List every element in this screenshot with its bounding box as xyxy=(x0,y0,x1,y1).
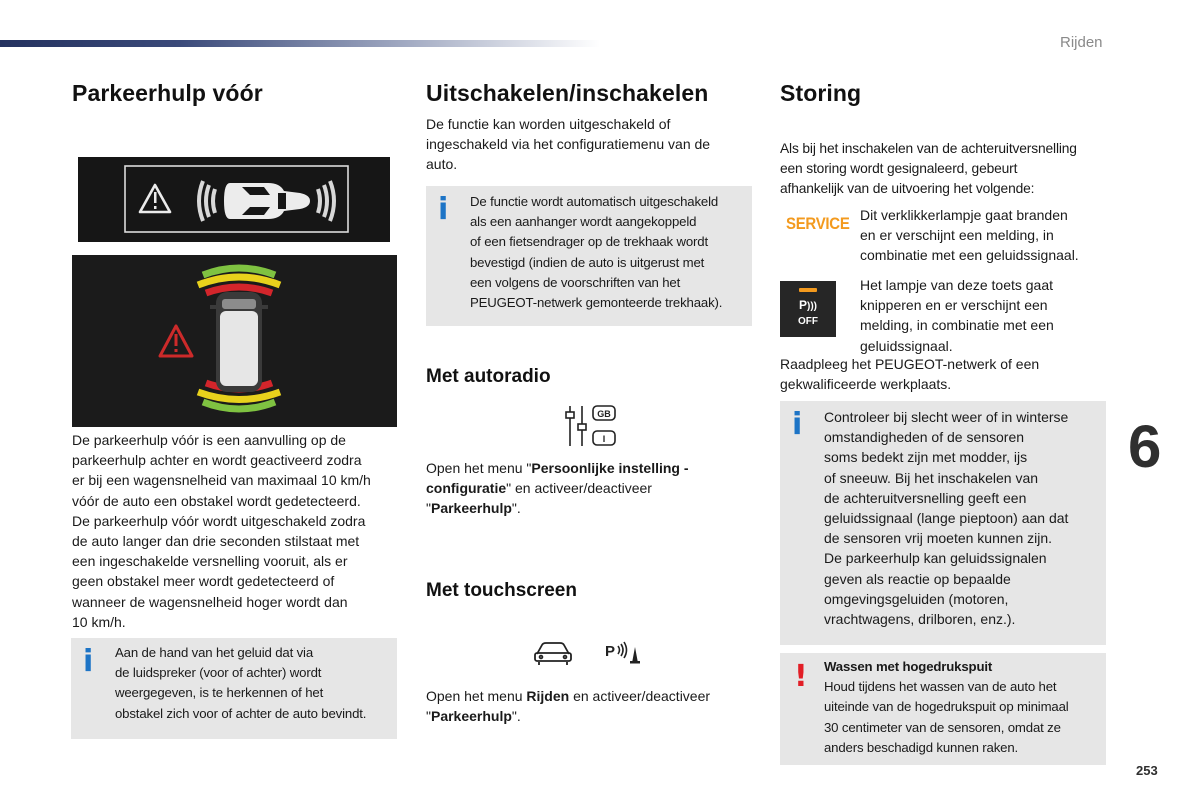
info-note-towbar xyxy=(426,186,752,326)
park-assist-off-button xyxy=(780,281,836,337)
text-line: Controleer bij slecht weer of in winterse xyxy=(824,409,1069,425)
header-bar xyxy=(0,40,600,47)
text-line: de sensoren vrij moeten kunnen zijn. xyxy=(824,530,1053,547)
text-line: omstandigheden of de sensoren xyxy=(824,429,1025,446)
text-line: anders beschadigd kunnen raken. xyxy=(824,739,1019,755)
text-line: melding, in combinatie met een xyxy=(860,317,1054,334)
text-line: Dit verklikkerlampje gaat branden xyxy=(860,207,1068,223)
text-line: of een fietsendrager op de trekhaak wordt xyxy=(470,234,708,250)
heading-autoradio: Met autoradio xyxy=(426,366,551,387)
text-line: Raadpleeg het PEUGEOT-netwerk of een xyxy=(780,356,1040,372)
button-label-p: P xyxy=(798,298,807,312)
text-line: de achteruitversnelling geeft een xyxy=(824,489,1027,506)
display-image-small xyxy=(78,157,390,242)
text-line: knipperen en er verschijnt een xyxy=(860,297,1048,314)
text-line: soms bedekt zijn met modder, ijs xyxy=(824,449,1028,466)
info-icon: i xyxy=(792,407,803,442)
text-line: als een aanhanger wordt aangekoppeld xyxy=(470,214,697,230)
menu-name-bold: configuratie xyxy=(426,480,507,497)
text-line: uiteinde van de hogedrukspuit op minimaal xyxy=(824,699,1069,715)
text-line: auto. xyxy=(426,156,458,173)
text-line: Aan de hand van het geluid dat via xyxy=(115,645,313,660)
text-line: obstakel zich voor of achter de auto bevindt. xyxy=(115,705,367,721)
text-fragment: ". xyxy=(511,500,521,517)
text-fragment: " en activeer/deactiveer xyxy=(506,480,652,497)
text-line: wanneer de wagensnelheid hoger wordt dan xyxy=(72,593,348,610)
text-line: een volgens de voorschriften van het xyxy=(470,274,681,290)
car-sensors-icon xyxy=(72,255,397,427)
text-line: en er verschijnt een melding, in xyxy=(860,227,1054,244)
button-description xyxy=(860,275,1110,356)
text-line: geluidssignaal (lange pieptoon) aan dat xyxy=(824,510,1069,527)
text-line: de luidspreker (voor of achter) wordt xyxy=(115,665,322,681)
menu-item-bold: Parkeerhulp xyxy=(430,708,512,725)
paragraph-storing xyxy=(780,139,1110,200)
text-line: omgevingsgeluiden (motoren, xyxy=(824,590,1009,607)
column-uitschakelen xyxy=(426,80,756,107)
text-line: Houd tijdens het wassen van de auto het xyxy=(824,679,1057,695)
text-fragment: Open het menu " xyxy=(426,460,532,476)
text-line: geluidssignaal. xyxy=(860,337,953,354)
parking-sensor-icon xyxy=(605,639,643,665)
text-line: De parkeerhulp vóór wordt uitgeschakeld zodra xyxy=(72,512,366,529)
column-storing xyxy=(780,80,1110,107)
info-note-sensors xyxy=(780,401,1106,645)
text-fragment: " xyxy=(426,708,431,725)
text-line: combinatie met een geluidssignaal. xyxy=(860,247,1079,264)
heading-storing: Storing xyxy=(780,80,862,106)
info-note-sound xyxy=(71,638,397,739)
paragraph-autoradio xyxy=(426,458,756,519)
text-line: 30 centimeter van de sensoren, omdat ze xyxy=(824,719,1061,735)
text-fragment: " xyxy=(426,500,431,517)
warning-title xyxy=(824,657,1096,677)
service-warning-lamp: SERVICE xyxy=(786,214,850,233)
text-line: een ingeschakelde versnelling vooruit, als er xyxy=(72,553,348,570)
text-line: geen obstakel meer wordt gedetecteerd of xyxy=(72,573,335,590)
menu-name-bold: Rijden xyxy=(526,688,570,704)
text-line: parkeerhulp achter en wordt geactiveerd zodra xyxy=(72,452,362,469)
section-label: Rijden xyxy=(1060,34,1103,51)
car-sensors-icon xyxy=(78,157,390,242)
text-line: PEUGEOT-netwerk gemonteerde trekhaak). xyxy=(470,295,723,311)
text-line: geven als reactie op bepaalde xyxy=(824,570,1011,587)
car-icon xyxy=(533,640,573,666)
text-line: Als bij het inschakelen van de achteruitversnelling xyxy=(780,141,1077,156)
warning-note-pressure-washer xyxy=(780,653,1106,765)
text-line: gekwalificeerde werkplaats. xyxy=(780,376,952,393)
text-line: een storing wordt gesignaleerd, gebeurt xyxy=(780,161,1018,177)
paragraph-touchscreen xyxy=(426,686,756,726)
text-line: vóór de auto een obstakel wordt gedetecteerd. xyxy=(72,492,361,509)
text-line: De functie kan worden uitgeschakeld of xyxy=(426,116,671,132)
text-line: De parkeerhulp kan geluidssignalen xyxy=(824,550,1047,567)
text-line: De parkeerhulp vóór is een aanvulling op de xyxy=(72,432,346,448)
text-fragment: Open het menu xyxy=(426,688,527,704)
info-icon: i xyxy=(438,192,449,227)
exclamation-icon: ! xyxy=(794,659,808,694)
button-led xyxy=(799,288,817,292)
menu-name-bold: Persoonlijke instelling - xyxy=(531,460,689,476)
display-image-large xyxy=(72,255,397,427)
chapter-number: 6 xyxy=(1128,413,1162,480)
advice-paragraph xyxy=(780,354,1110,394)
text-line: Het lampje van deze toets gaat xyxy=(860,277,1054,293)
settings-sliders-icon xyxy=(563,404,619,448)
text-fragment: ". xyxy=(511,708,521,725)
text-line: ingeschakeld via het configuratiemenu van de xyxy=(426,136,711,153)
text-line: vrachtwagens, drilboren, enz.). xyxy=(824,611,1016,628)
paragraph-uitschakelen xyxy=(426,114,756,175)
text-line: De functie wordt automatisch uitgeschakeld xyxy=(470,194,719,209)
column-parkeerhulp xyxy=(72,80,398,107)
heading-uitschakelen: Uitschakelen/inschakelen xyxy=(426,80,709,106)
text-fragment: en activeer/deactiveer xyxy=(569,688,711,704)
text-line: afhankelijk van de uitvoering het volgende: xyxy=(780,181,1035,197)
paragraph-parkeerhulp xyxy=(72,430,402,632)
button-label-off: OFF xyxy=(798,316,818,327)
warning-title-text: Wassen met hogedrukspuit xyxy=(824,659,993,674)
text-line: 10 km/h. xyxy=(72,613,126,630)
badge-i: I xyxy=(602,434,606,444)
info-icon: i xyxy=(83,644,94,679)
svg-text:P: P xyxy=(605,643,616,660)
heading-touchscreen: Met touchscreen xyxy=(426,580,577,601)
sensor-waves-icon: ))) xyxy=(807,301,817,312)
text-line: of sneeuw. Bij het inschakelen van xyxy=(824,469,1039,486)
text-line: de auto langer dan drie seconden stilstaat met xyxy=(72,533,360,550)
text-line: er bij een wagensnelheid van maximaal 10 km/h xyxy=(72,472,371,489)
menu-item-bold: Parkeerhulp xyxy=(430,500,512,517)
text-line: bevestigd (indien de auto is uitgerust met xyxy=(470,254,705,270)
service-description xyxy=(860,205,1110,266)
heading-parkeerhulp: Parkeerhulp vóór xyxy=(72,80,263,106)
text-line: weergegeven, is te herkennen of het xyxy=(115,685,324,701)
page-number: 253 xyxy=(1136,763,1158,778)
badge-gb: GB xyxy=(597,409,611,419)
